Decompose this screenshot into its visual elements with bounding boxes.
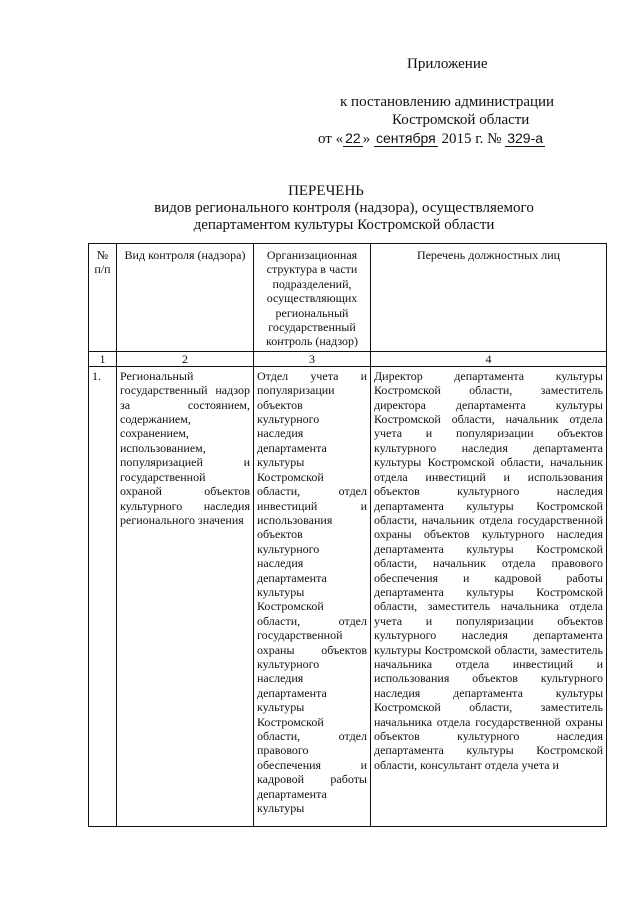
document-subtitle-1: видов регионального контроля (надзора), осуществляемого (154, 200, 534, 216)
appendix-title: Приложение (407, 56, 488, 72)
row-org (254, 366, 371, 826)
row-kind-text: Региональный государственный надзор за состоянием, содержанием, сохранением, использованием, популяризацией и государственной охраной объектов культурного наследия регионального значения (120, 368, 250, 527)
row-officials (371, 366, 607, 826)
control-types-table (88, 243, 607, 827)
table-row (89, 366, 607, 826)
col-number: 4 (371, 351, 607, 366)
row-kind (117, 366, 254, 826)
row-org-text: Отдел учета и популяризации объектов культурного наследия департамента культуры Костромской области, отдел инвестиций и использования объектов культурного наследия департамента культуры Костромской области, отдел государственной охраны объектов культурного наследия департамента культуры Костромской области, отдел правового обеспечения и кадровой работы департамента культуры (257, 368, 367, 816)
appendix-date-line (318, 130, 545, 147)
column-number-row (89, 351, 607, 366)
appendix-line-1: к постановлению администрации (340, 94, 555, 110)
date-month: сентября (375, 130, 436, 146)
date-prefix: от « (318, 131, 344, 147)
doc-number: 329-а (507, 130, 544, 146)
appendix-line-2: Костромской области (392, 112, 530, 128)
col-number: 1 (89, 351, 117, 366)
date-year: 2015 г. № (441, 131, 502, 147)
table-header-row (89, 244, 607, 352)
header-org: Организационная структура в части подразделений, осуществляющих региональный государственный контроль (надзор) (254, 244, 371, 352)
document-subtitle-2: департаментом культуры Костромской области (193, 217, 495, 233)
header-num: № п/п (89, 244, 117, 352)
date-day: 22 (345, 130, 361, 146)
header-kind: Вид контроля (надзора) (117, 244, 254, 352)
header-officials: Перечень должностных лиц (371, 244, 607, 352)
col-number: 2 (117, 351, 254, 366)
date-mid: » (362, 131, 371, 147)
row-officials-text: Директор департамента культуры Костромской области, заместитель директора департамента культуры Костромской области, начальник отдела учета и популяризации объектов культурного наследия департамента культуры Костромской области, начальник отдела инвестиций и использования объектов культурного наследия департамента культуры Костромской области, начальник отдела государственной охраны объектов культурного наследия департамента культуры Костромской области, начальник отдела правового обеспечения и кадровой работы департамента культуры Костромской области, заместитель начальника отдела учета и популяризации объектов культурного наследия департамента культуры Костромской области, заместитель начальника отдела инвестиций и использования объектов культурного наследия департамента культуры Костромской области, заместитель начальника отдела государственной охраны объектов культурного наследия департамента культуры Костромской области, консультант отдела учета и (374, 368, 603, 772)
col-number: 3 (254, 351, 371, 366)
document-title: ПЕРЕЧЕНЬ (288, 183, 364, 199)
row-num: 1. (89, 366, 117, 826)
